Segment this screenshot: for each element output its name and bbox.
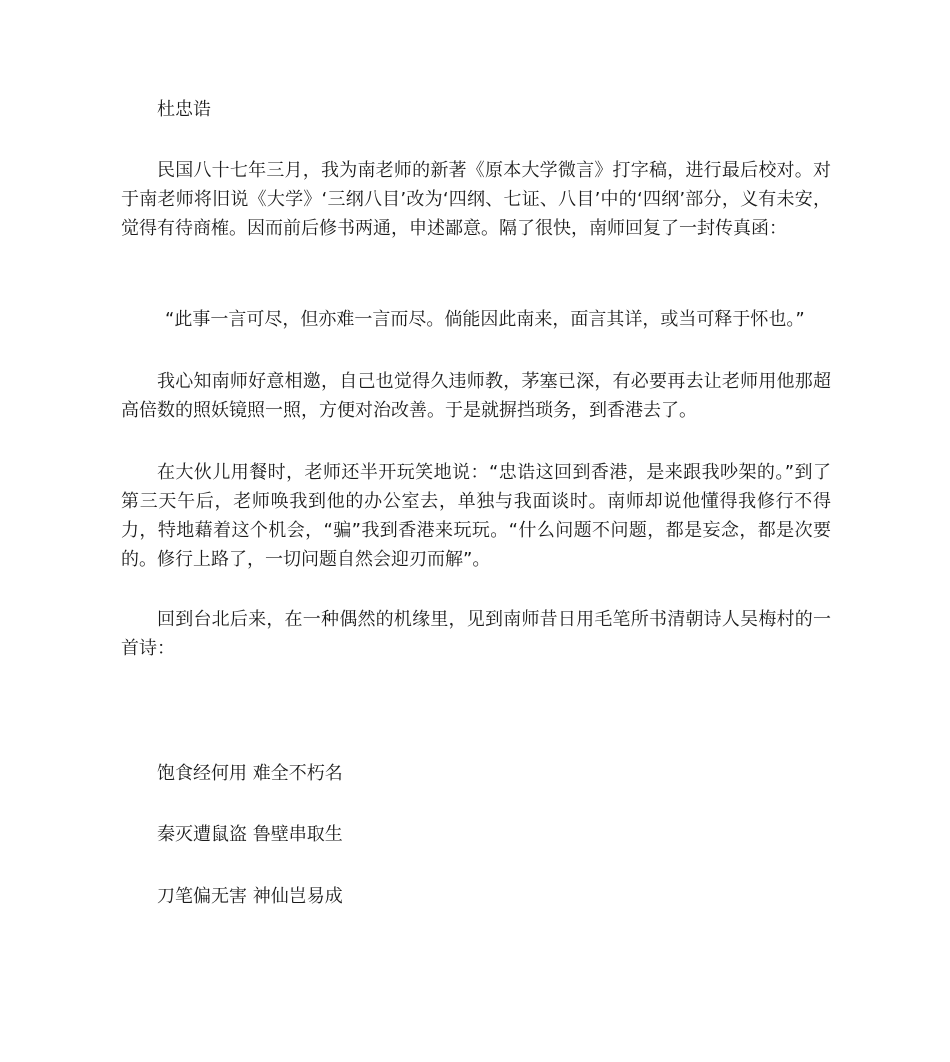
paragraph-invitation: 我心知南师好意相邀，自己也觉得久违师教，茅塞已深，有必要再去让老师用他那超高倍数的照妖镜照一照，方便对治改善。于是就摒挡琐务，到香港去了。 [121,371,831,421]
author-name: 杜忠诰 [157,99,211,120]
paragraph-quote-fax: “此事一言可尽，但亦难一言而尽。倘能因此南来，面言其详，或当可释于怀也。” [165,309,805,330]
paragraph-return: 回到台北后来，在一种偶然的机缘里，见到南师昔日用毛笔所书清朝诗人吴梅村的一首诗： [121,609,831,659]
poem-line: 秦灭遭鼠盗 鲁壁串取生 [157,824,343,845]
paragraph-intro: 民国八十七年三月，我为南老师的新著《原本大学微言》打字稿，进行最后校对。对于南老师将旧说《大学》‘三纲八目’改为‘四纲、七证、八目’中的‘四纲’部分，义有未安，觉得有待商榷。因而前后修书两通，申述鄙意。隔了很快，南师回复了一封传真函： [121,160,831,239]
poem-line: 刀笔偏无害 神仙岂易成 [157,886,343,907]
paragraph-conversation: 在大伙儿用餐时，老师还半开玩笑地说：“忠诰这回到香港，是来跟我吵架的。”到了第三天午后，老师唤我到他的办公室去，单独与我面谈时。南师却说他懂得我修行不得力，特地藉着这个机会，“骗”我到香港来玩玩。“什么问题不问题，都是妄念，都是次要的。修行上路了，一切问题自然会迎刃而解”。 [121,462,831,570]
poem-line: 饱食经何用 难全不朽名 [157,763,343,784]
